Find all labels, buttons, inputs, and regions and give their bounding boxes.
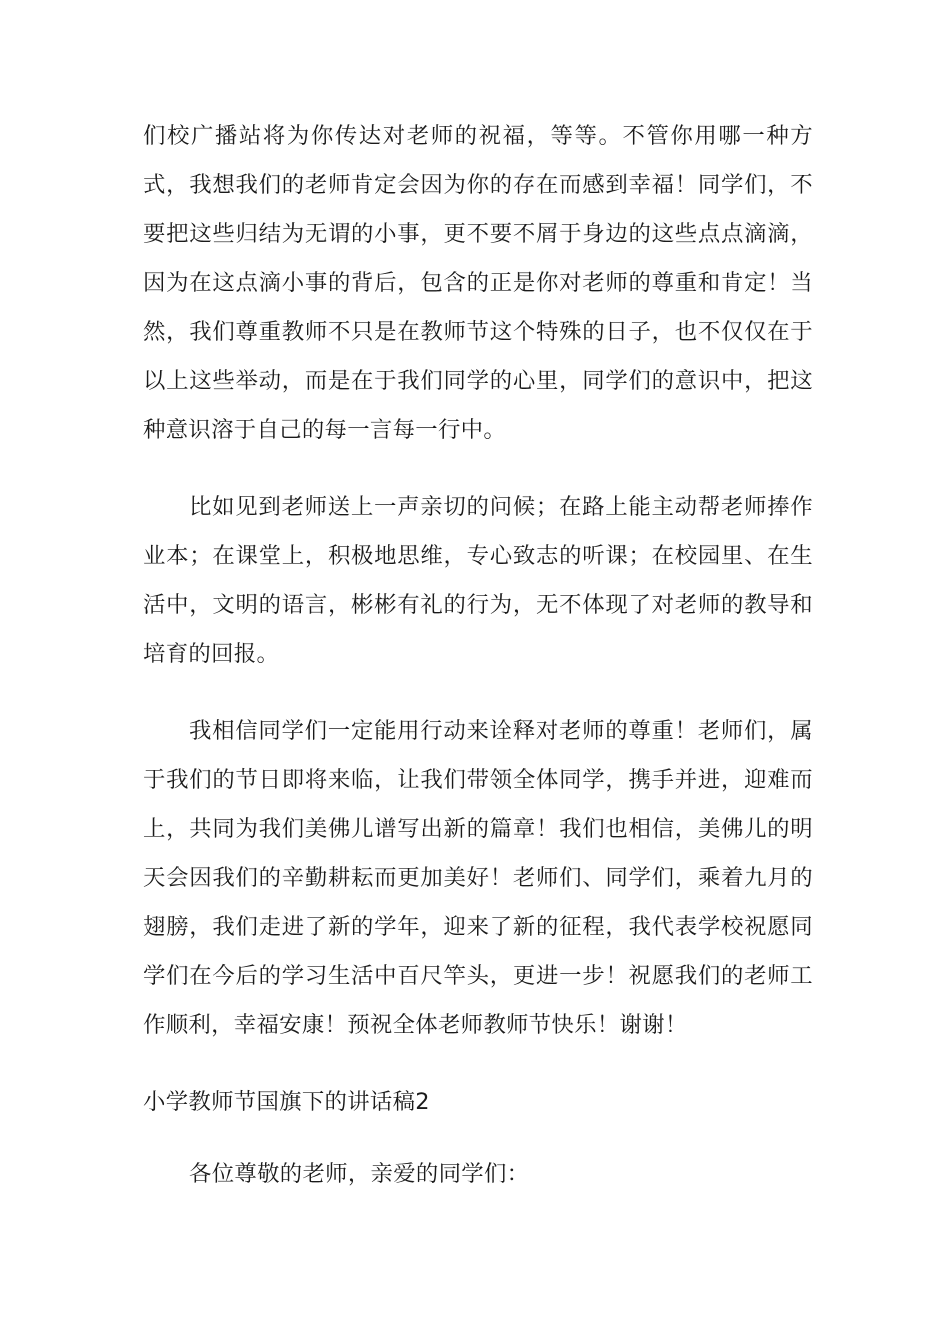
greeting-paragraph: 各位尊敬的老师，亲爱的同学们： [189,1161,530,1187]
paragraph-continued: 们校广播站将为你传达对老师的祝福，等等。不管你用哪一种方式，我想我们的老师肯定会因为你的存在而感到幸福！同学们，不要把这些归结为无谓的小事，更不要不屑于身边的这些点点滴滴，因为在这点滴小事的背后，包含的正是你对老师的尊重和肯定！当然，我们尊重教师不只是在教师节这个特殊的日子，也不仅仅在于以上这些举动，而是在于我们同学的心里，同学们的意识中，把这种意识溶于自己的每一言每一行中。 [143,123,813,443]
paragraph-examples: 比如见到老师送上一声亲切的问候；在路上能主动帮老师捧作业本；在课堂上，积极地思维，专心致志的听课；在校园里、在生活中，文明的语言，彬彬有礼的行为，无不体现了对老师的教导和培育的回报。 [143,494,813,667]
document-body [143,112,813,1199]
paragraph-closing: 我相信同学们一定能用行动来诠释对老师的尊重！老师们，属于我们的节日即将来临，让我们带领全体同学，携手并进，迎难而上，共同为我们美佛儿谱写出新的篇章！我们也相信，美佛儿的明天会因我们的辛勤耕耘而更加美好！老师们、同学们，乘着九月的翅膀，我们走进了新的学年，迎来了新的征程，我代表学校祝愿同学们在今后的学习生活中百尺竿头，更进一步！祝愿我们的老师工作顺利，幸福安康！预祝全体老师教师节快乐！谢谢！ [143,718,813,1038]
section-heading: 小学教师节国旗下的讲话稿2 [143,1089,430,1115]
